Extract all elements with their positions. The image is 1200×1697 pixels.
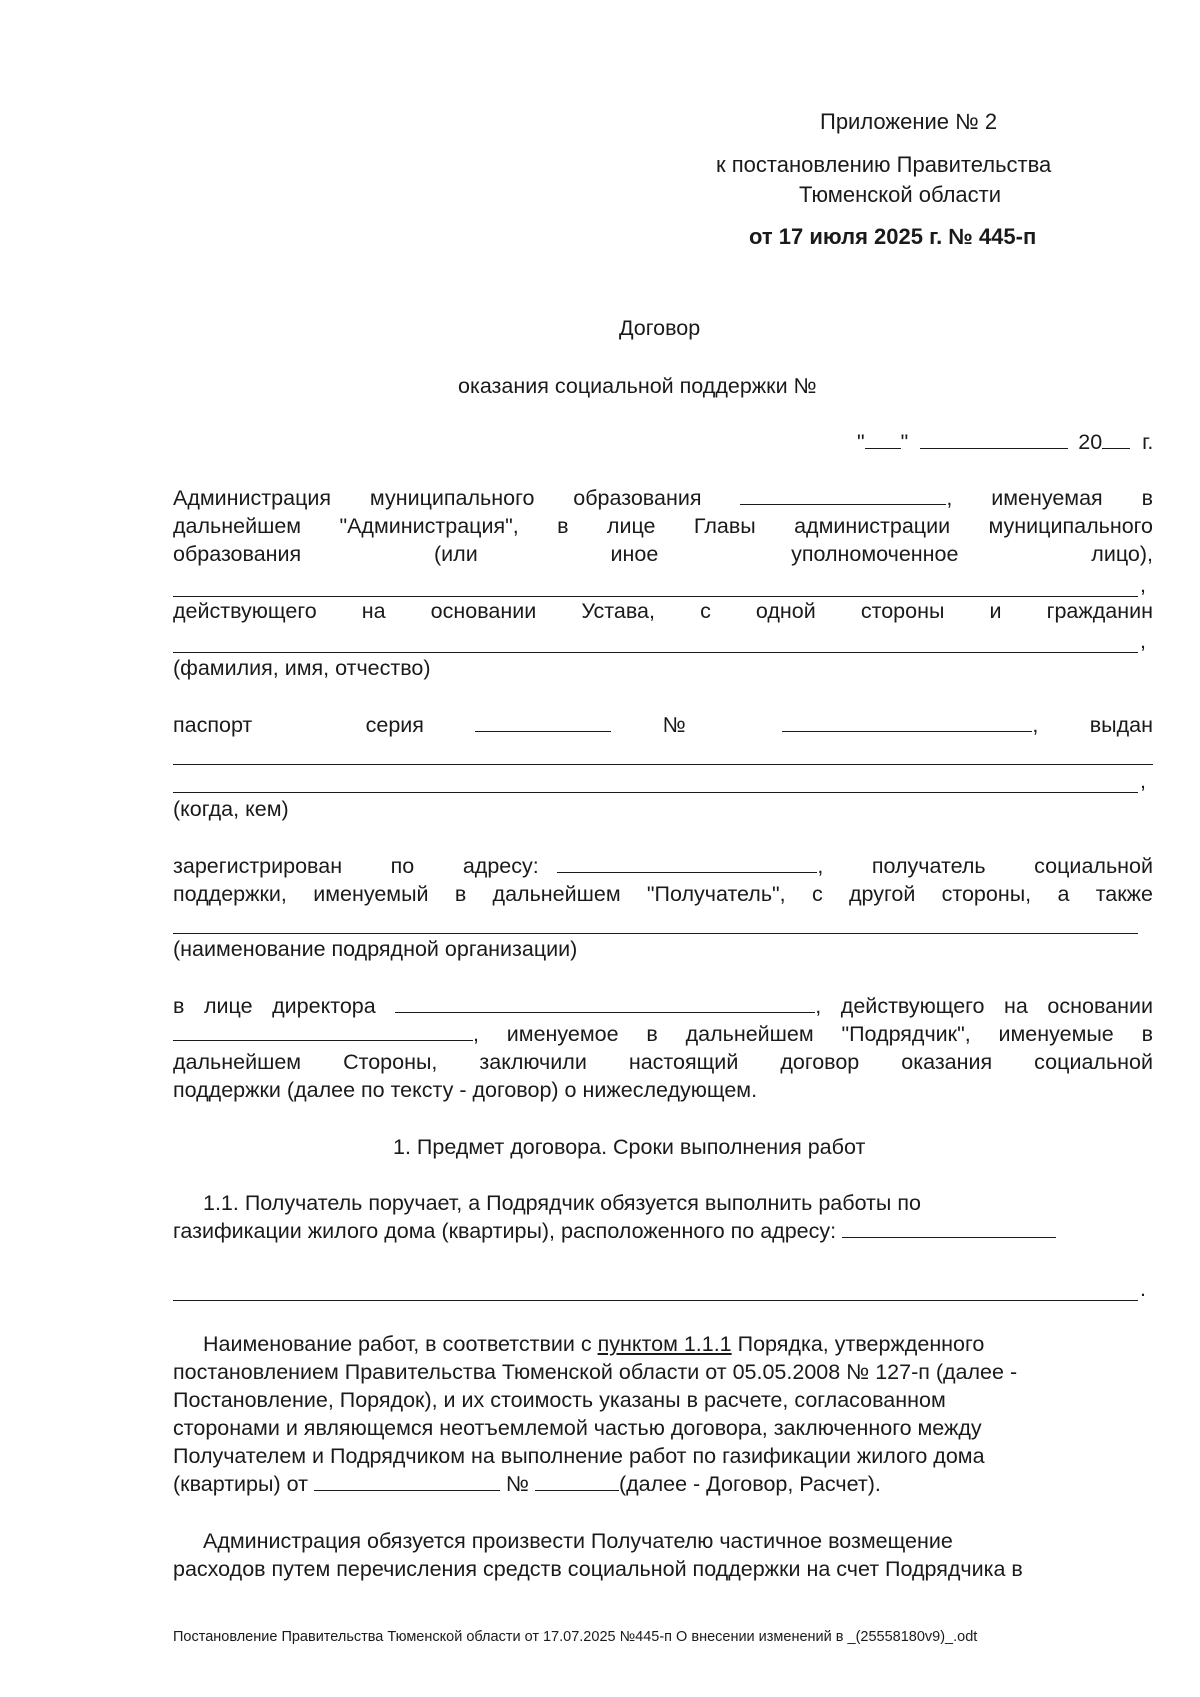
works-paragraph-line-6 <box>173 1470 881 1499</box>
works-paragraph-line-4: сторонами и являющемся неотъемлемой частью договора, заключенного между <box>173 1416 982 1440</box>
comma-3: , <box>1140 769 1146 793</box>
passport-series-blank <box>475 711 611 732</box>
month-blank <box>920 428 1068 449</box>
object-address-label: газификации жилого дома (квартиры), расположенного по адресу: <box>173 1219 837 1243</box>
contract-date-blank <box>314 1470 500 1491</box>
comma-1: , <box>1140 573 1146 597</box>
document-subject: оказания социальной поддержки № <box>458 374 817 398</box>
passport-line <box>173 711 1153 740</box>
when-by-caption: (когда, кем) <box>173 797 289 821</box>
address-group <box>557 854 1153 878</box>
section-1-heading: 1. Предмет договора. Сроки выполнения работ <box>393 1135 866 1159</box>
year-suffix: г. <box>1142 430 1154 454</box>
parties-line-2: дальнейшем "Администрация", в лице Главы администрации муниципального <box>173 514 1153 538</box>
passport-number-label: № <box>662 713 732 737</box>
clause-1-1-line-1: 1.1. Получатель поручает, а Подрядчик обязуется выполнить работы по <box>203 1191 921 1215</box>
registered-at-label: зарегистрирован по адресу: <box>173 854 539 878</box>
address-blank <box>557 852 817 873</box>
director-line-4: поддержки (далее по тексту - договор) о нижеследующем. <box>173 1078 758 1102</box>
appendix-label: Приложение № 2 <box>820 109 998 134</box>
director-line-1 <box>173 992 1153 1021</box>
passport-number-group <box>782 713 1038 737</box>
named-as: , именуемая в <box>946 486 1153 510</box>
citizen-name-line <box>173 652 1138 653</box>
basis-blank <box>173 1020 473 1041</box>
contract-hereinafter: (далее - Договор, Расчет). <box>618 1472 881 1496</box>
works-text-b: Порядка, утвержденного <box>737 1332 985 1356</box>
year-prefix: 20 <box>1078 430 1103 454</box>
passport-series-label: паспорт серия <box>173 713 424 737</box>
region-name: Тюменской области <box>799 182 1002 207</box>
parties-line-3: образования (или иное уполномоченное лицо), <box>173 542 1153 566</box>
document-title: Договор <box>619 316 701 340</box>
director-line-3: дальнейшем Стороны, заключили настоящий договор оказания социальной <box>173 1050 1153 1074</box>
object-address-blank <box>842 1217 1056 1238</box>
parties-line-5: действующего на основании Устава, с одной стороны и гражданин <box>173 599 1153 623</box>
registration-line-1 <box>173 852 1153 881</box>
acting-on-basis: , действующего на основании <box>815 994 1153 1018</box>
clause-1-1-1-link[interactable]: пунктом 1.1.1 <box>597 1332 732 1356</box>
resolution-reference: к постановлению Правительства <box>716 152 1052 177</box>
date-quote-close: " <box>900 430 909 454</box>
year-blank <box>1102 428 1130 449</box>
clause-1-1-line-2 <box>173 1217 1056 1246</box>
contractor-named: , именуемое в дальнейшем "Подрядчик", именуемые в <box>473 1022 1153 1046</box>
contractor-name-caption: (наименование подрядной организации) <box>173 937 578 961</box>
resolution-date-number: от 17 июля 2025 г. № 445-п <box>749 224 1037 249</box>
contractor-name-line <box>173 933 1138 934</box>
works-text-a: Наименование работ, в соответствии с <box>203 1332 592 1356</box>
works-paragraph-line-5: Получателем и Подрядчиком на выполнение работ по газификации жилого дома <box>173 1444 985 1468</box>
registration-line-2: поддержки, именуемый в дальнейшем "Получатель", с другой стороны, а также <box>173 882 1153 906</box>
day-blank <box>865 428 901 449</box>
recipient-label: , получатель социальной <box>817 854 1153 878</box>
contract-date-label: (квартиры) от <box>173 1472 308 1496</box>
administration-paragraph-line-1: Администрация обязуется произвести Получателю частичное возмещение <box>203 1529 953 1553</box>
object-address-line <box>173 1300 1138 1301</box>
date-quote-open: " <box>857 430 865 454</box>
works-paragraph-line-1 <box>203 1330 984 1359</box>
fio-caption: (фамилия, имя, отчество) <box>173 656 431 680</box>
date-line <box>857 428 1153 457</box>
comma-2: , <box>1140 629 1146 653</box>
issued-label: выдан <box>1089 713 1153 737</box>
issued-line-2 <box>173 792 1138 793</box>
administration-of-municipality: Администрация муниципального образования <box>173 486 702 510</box>
passport-comma: , <box>1032 713 1039 737</box>
director-name-blank <box>395 992 815 1013</box>
address-period: . <box>1140 1277 1146 1301</box>
director-label: в лице директора <box>173 994 376 1018</box>
passport-number-blank <box>782 711 1032 732</box>
page-footer: Постановление Правительства Тюменской области от 17.07.2025 №445-п О внесении изменений в _(25558180v9)_.odt <box>173 1629 978 1645</box>
director-line-2 <box>173 1020 1153 1049</box>
issued-line-1 <box>173 764 1153 765</box>
municipality-blank <box>740 484 946 505</box>
works-paragraph-line-3: Постановление, Порядок), и их стоимость указаны в расчете, согласованном <box>173 1388 946 1412</box>
contract-number-blank <box>535 1470 619 1491</box>
director-group <box>395 994 1153 1018</box>
parties-line-1 <box>173 484 1153 513</box>
contract-number-label: № <box>505 1472 529 1496</box>
administration-paragraph-line-2: расходов путем перечисления средств социальной поддержки на счет Подрядчика в <box>173 1557 1023 1581</box>
works-paragraph-line-2: постановлением Правительства Тюменской области от 05.05.2008 № 127-п (далее - <box>173 1360 1018 1384</box>
